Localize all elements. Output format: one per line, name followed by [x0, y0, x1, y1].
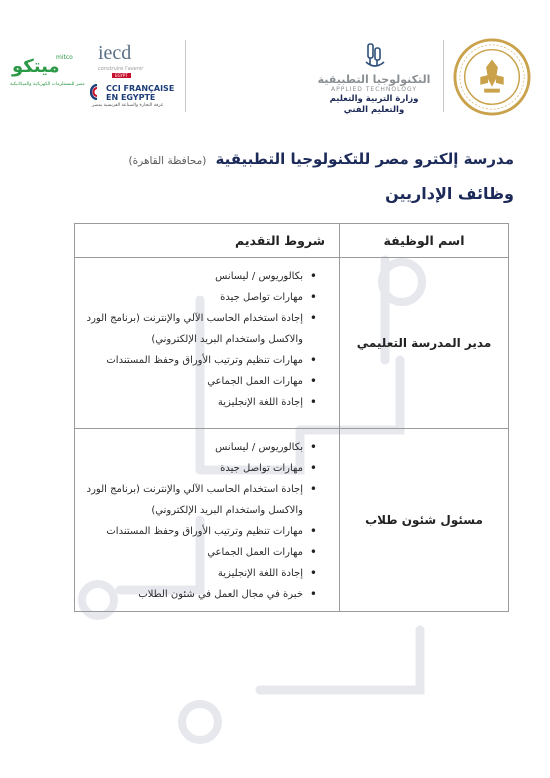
table-row	[75, 258, 509, 429]
list-item: • مهارات العمل الجماعي	[83, 371, 317, 392]
header-divider-right	[443, 40, 444, 112]
cci-icon	[90, 84, 104, 100]
applied-technology-english: APPLIED TECHNOLOGY	[330, 86, 417, 93]
mitco-subtitle: مصر للمستلزمات الكهربائية والميكانيكية	[10, 82, 85, 87]
applied-technology-arabic: التكنولوجيا التطبيقية	[317, 73, 431, 86]
list-item: • مهارات تواصل جيدة	[83, 287, 317, 308]
school-region: (محافظة القاهرة)	[128, 155, 207, 167]
header-job-title: اسم الوظيفة	[340, 224, 509, 258]
requirements-list	[83, 266, 317, 413]
list-item: • بكالوريوس / ليسانس	[83, 266, 317, 287]
applied-technology-logo	[312, 40, 436, 115]
school-heading	[129, 149, 514, 168]
school-name: مدرسة إلكترو مصر للتكنولوجيا التطبيقية	[215, 150, 514, 168]
list-item: • إجادة اللغة الإنجليزية	[83, 563, 317, 584]
list-item: • مهارات العمل الجماعي	[83, 542, 317, 563]
cci-title	[106, 84, 174, 102]
applied-technology-icon	[364, 42, 386, 72]
iecd-subtitle: construire l'avenir	[98, 66, 144, 72]
requirements-list	[83, 437, 317, 605]
iecd-cci-logo	[88, 42, 178, 120]
list-item: • إجادة استخدام الحاسب الآلي والإنترنت (برنامج الورد والاكسل واستخدام البريد الإلكتروني)	[83, 479, 317, 521]
mitco-tag: mitco	[56, 54, 73, 61]
list-item: • مهارات تنظيم وترتيب الأوراق وحفظ المستندات	[83, 350, 317, 371]
section-title: وظائف الإداريين	[385, 184, 514, 203]
cci-title-line2: EN EGYPTE	[106, 93, 156, 102]
list-item: • مهارات تواصل جيدة	[83, 458, 317, 479]
ministry-name: وزارة التربية والتعليم والتعليم الفني	[329, 94, 419, 115]
cci-title-line1: CCI FRANÇAISE	[106, 84, 175, 93]
list-item: • إجادة اللغة الإنجليزية	[83, 392, 317, 413]
table-header-row	[75, 224, 509, 258]
requirements-cell	[75, 429, 340, 612]
jobs-table	[74, 223, 509, 612]
requirements-cell	[75, 258, 340, 429]
mitco-wordmark: ميتكو	[12, 56, 60, 77]
iecd-wordmark: iecd	[98, 42, 132, 64]
list-item: • خبرة في مجال العمل في شئون الطلاب	[83, 584, 317, 605]
list-item: • بكالوريوس / ليسانس	[83, 437, 317, 458]
ministry-seal-logo	[453, 38, 531, 116]
table-row	[75, 429, 509, 612]
header-requirements: شروط التقديم	[75, 224, 340, 258]
mitco-logo	[10, 54, 85, 100]
list-item: • إجادة استخدام الحاسب الآلي والإنترنت (برنامج الورد والاكسل واستخدام البريد الإلكتروني)	[83, 308, 317, 350]
list-item: • مهارات تنظيم وترتيب الأوراق وحفظ المستندات	[83, 521, 317, 542]
header-divider-left	[185, 40, 186, 112]
cci-subtitle: غرفة التجارة والصناعة الفرنسية بمصر	[92, 103, 164, 108]
job-title-cell: مدير المدرسة التعليمي	[340, 258, 509, 429]
job-title-cell: مسئول شئون طلاب	[340, 429, 509, 612]
iecd-country-badge: EGYPT	[112, 73, 131, 78]
